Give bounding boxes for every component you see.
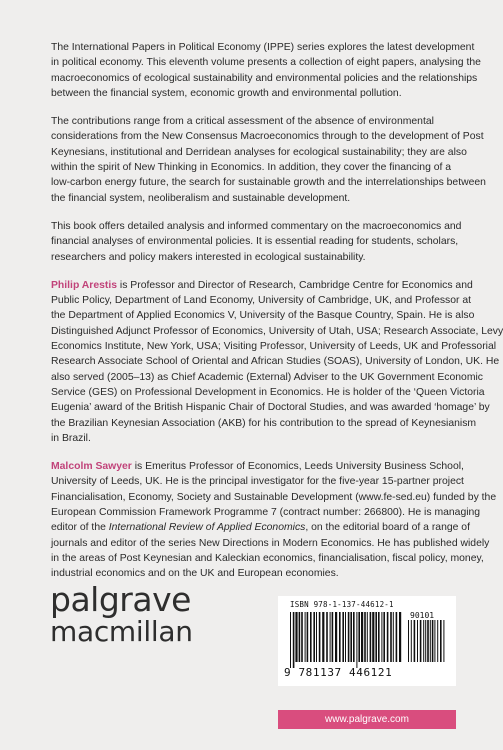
text-line: Public Policy, Department of Land Economy, University of Cambridge, UK, and Professor at [51, 295, 472, 307]
barcode-bar [430, 620, 431, 662]
text-line: European Commission Framework Programme 7 (contract number: 266800). He is managing [51, 507, 481, 519]
text-line: macroeconomics of ecological sustainability and environmental policies and the relationships [51, 72, 478, 84]
journal-title: International Review of Applied Economics [108, 522, 306, 534]
text-line: the Department of Applied Economics V, University of the Basque Country, Spain. He is also [51, 310, 475, 322]
barcode-bar [383, 612, 385, 662]
barcode-bar [425, 620, 426, 662]
barcode-bar [411, 620, 412, 662]
text-line [51, 459, 471, 474]
barcode-bar [310, 612, 312, 662]
text-line: in the areas of Post Keynesian and Kaleckian economics, financialisation, fiscal policy, money, [51, 552, 484, 564]
description-paragraph-3 [51, 219, 471, 265]
text-line: considerations from the New Consensus Macroeconomics through to the development of Post [51, 131, 484, 143]
barcode-bar [319, 612, 321, 662]
isbn-label: ISBN 978-1-137-44612-1 [290, 600, 394, 609]
publisher-logo [50, 580, 193, 648]
barcode-bar [345, 612, 346, 662]
description-paragraph-2 [51, 114, 486, 206]
text-line: in Brazil. [51, 432, 91, 444]
barcode-bar [316, 612, 317, 662]
text-line: in political economy. This eleventh volume presents a collection of eight papers, analysing the [51, 57, 481, 69]
barcode-bar [307, 612, 309, 662]
text-line: within the spirit of New Thinking in Economics. In addition, they cover the financing of a [51, 162, 452, 174]
bio-text: editor of the [51, 522, 109, 534]
author-bio-sawyer [51, 459, 497, 581]
barcode-bar [437, 620, 438, 662]
text-line [51, 278, 471, 293]
text-line: low-carbon energy future, the search for sustainable growth and the interrelationships between [51, 177, 486, 189]
text-line: Economics Institute, New York, USA; Visiting Professor, University of Leeds, UK and Professorial [51, 341, 497, 353]
publisher-url[interactable]: www.palgrave.com [278, 710, 456, 729]
barcode-bar [290, 612, 291, 668]
author-name: Malcolm Sawyer [51, 461, 132, 473]
text-line [51, 520, 471, 535]
barcode-bar [361, 612, 363, 662]
bio-text: , on the editorial board of a range of [305, 522, 470, 534]
bio-text: is Emeritus Professor of Economics, Leeds University Business School, [131, 461, 464, 473]
barcode-area [278, 596, 456, 686]
barcode-bar [301, 612, 303, 662]
logo-text: macmillan [50, 615, 193, 648]
price-code: 90101 [410, 611, 435, 620]
barcode-bar [427, 620, 429, 662]
barcode-bar [370, 612, 372, 662]
barcode-bar [423, 620, 424, 662]
text-line: Keynesians, institutional and Derridean analyses for ecological sustainability; they are also [51, 146, 467, 158]
text-line: Eugenia’ award of the British Hispanic Chair of Doctoral Studies, and was awarded ‘homage’ by [51, 402, 490, 414]
text-line: Service (GES) on Professional Development in Economics. He is holder of the ‘Queen Victoria [51, 386, 485, 398]
barcode-bar [358, 612, 360, 662]
text-line: the financial system, neoliberalism and sustainable development. [51, 192, 351, 204]
back-cover-text [51, 40, 503, 595]
barcode-bar [390, 612, 392, 662]
barcode-bar [408, 620, 409, 662]
text-line: Financialisation, Economy, Society and Sustainable Development (www.fe-sed.eu) funded by the [51, 491, 497, 503]
barcode-bar [335, 612, 337, 662]
barcode-bar [375, 612, 377, 662]
text-line: The contributions range from a critical assessment of the absence of environmental [51, 116, 434, 128]
text-line: journals and editor of the series New Directions in Modern Economics. He has published widely [51, 537, 490, 549]
bio-text: is Professor and Director of Research, Cambridge Centre for Economics and [117, 279, 473, 291]
text-line: the Brazilian Keynesian Association (AKB) for his contribution to the spread of Keynesianism [51, 417, 477, 429]
text-line: between the financial system, economic growth and environmental pollution. [51, 87, 402, 99]
barcode-bar [293, 612, 295, 668]
barcode-bar [393, 612, 394, 662]
logo-text: palgrave [50, 580, 191, 619]
text-line: Distinguished Adjunct Professor of Economics, University of Utah, USA; Research Associate, Levy [51, 325, 503, 337]
barcode-bar [381, 612, 382, 662]
barcode-bar [440, 620, 442, 662]
barcode-bar [414, 620, 416, 662]
barcode-bar [399, 612, 401, 662]
text-line: researchers and policy makers interested in ecological sustainability. [51, 251, 366, 263]
ean-digits: 9 781137 446121 [284, 666, 393, 679]
barcode-bar [299, 612, 301, 662]
barcode-bar [295, 612, 297, 662]
barcode-bar [387, 612, 389, 662]
barcode-bar [420, 620, 422, 662]
price-barcode [408, 620, 448, 668]
text-line: also served (2005–13) as Chief Academic (External) Adviser to the UK Government Economic [51, 371, 483, 383]
text-line: The International Papers in Political Economy (IPPE) series explores the latest development [51, 42, 475, 53]
barcode-bar [342, 612, 344, 662]
barcode-bar [396, 612, 398, 662]
barcode-bar [356, 612, 357, 668]
barcode-bar [353, 612, 355, 662]
barcode-bar [332, 612, 334, 662]
barcode-bar [350, 612, 352, 662]
barcode-bar [322, 612, 324, 662]
text-line: University of Leeds, UK. He is the principal investigator for the five-year 15-partner project [51, 476, 464, 488]
barcode-bar [372, 612, 374, 662]
barcode-bar [417, 620, 418, 662]
author-bio-arestis [51, 278, 503, 446]
barcode-bar [348, 612, 350, 662]
text-line: industrial economics and on the UK and European economies. [51, 568, 339, 580]
barcode-bar [326, 612, 328, 662]
barcode-bar [330, 612, 331, 662]
description-paragraph-1 [51, 40, 481, 101]
barcode-bar [378, 612, 380, 662]
barcode-bar [305, 612, 306, 662]
barcode-bar [339, 612, 341, 662]
barcode-bar [434, 620, 435, 662]
barcode-bar [364, 612, 366, 662]
ean-barcode [290, 612, 402, 668]
barcode-bar [313, 612, 315, 662]
barcode-bar [443, 620, 444, 662]
text-line: Research Associate School of Oriental and African Studies (SOAS), University of London, UK. He [51, 356, 500, 368]
text-line: This book offers detailed analysis and informed commentary on the macroeconomics and [51, 220, 462, 232]
barcode-bar [367, 612, 368, 662]
text-line: financial analyses of environmental policies. It is essential reading for students, scholars, [51, 236, 459, 248]
barcode-bar [432, 620, 434, 662]
author-name: Philip Arestis [51, 279, 118, 291]
